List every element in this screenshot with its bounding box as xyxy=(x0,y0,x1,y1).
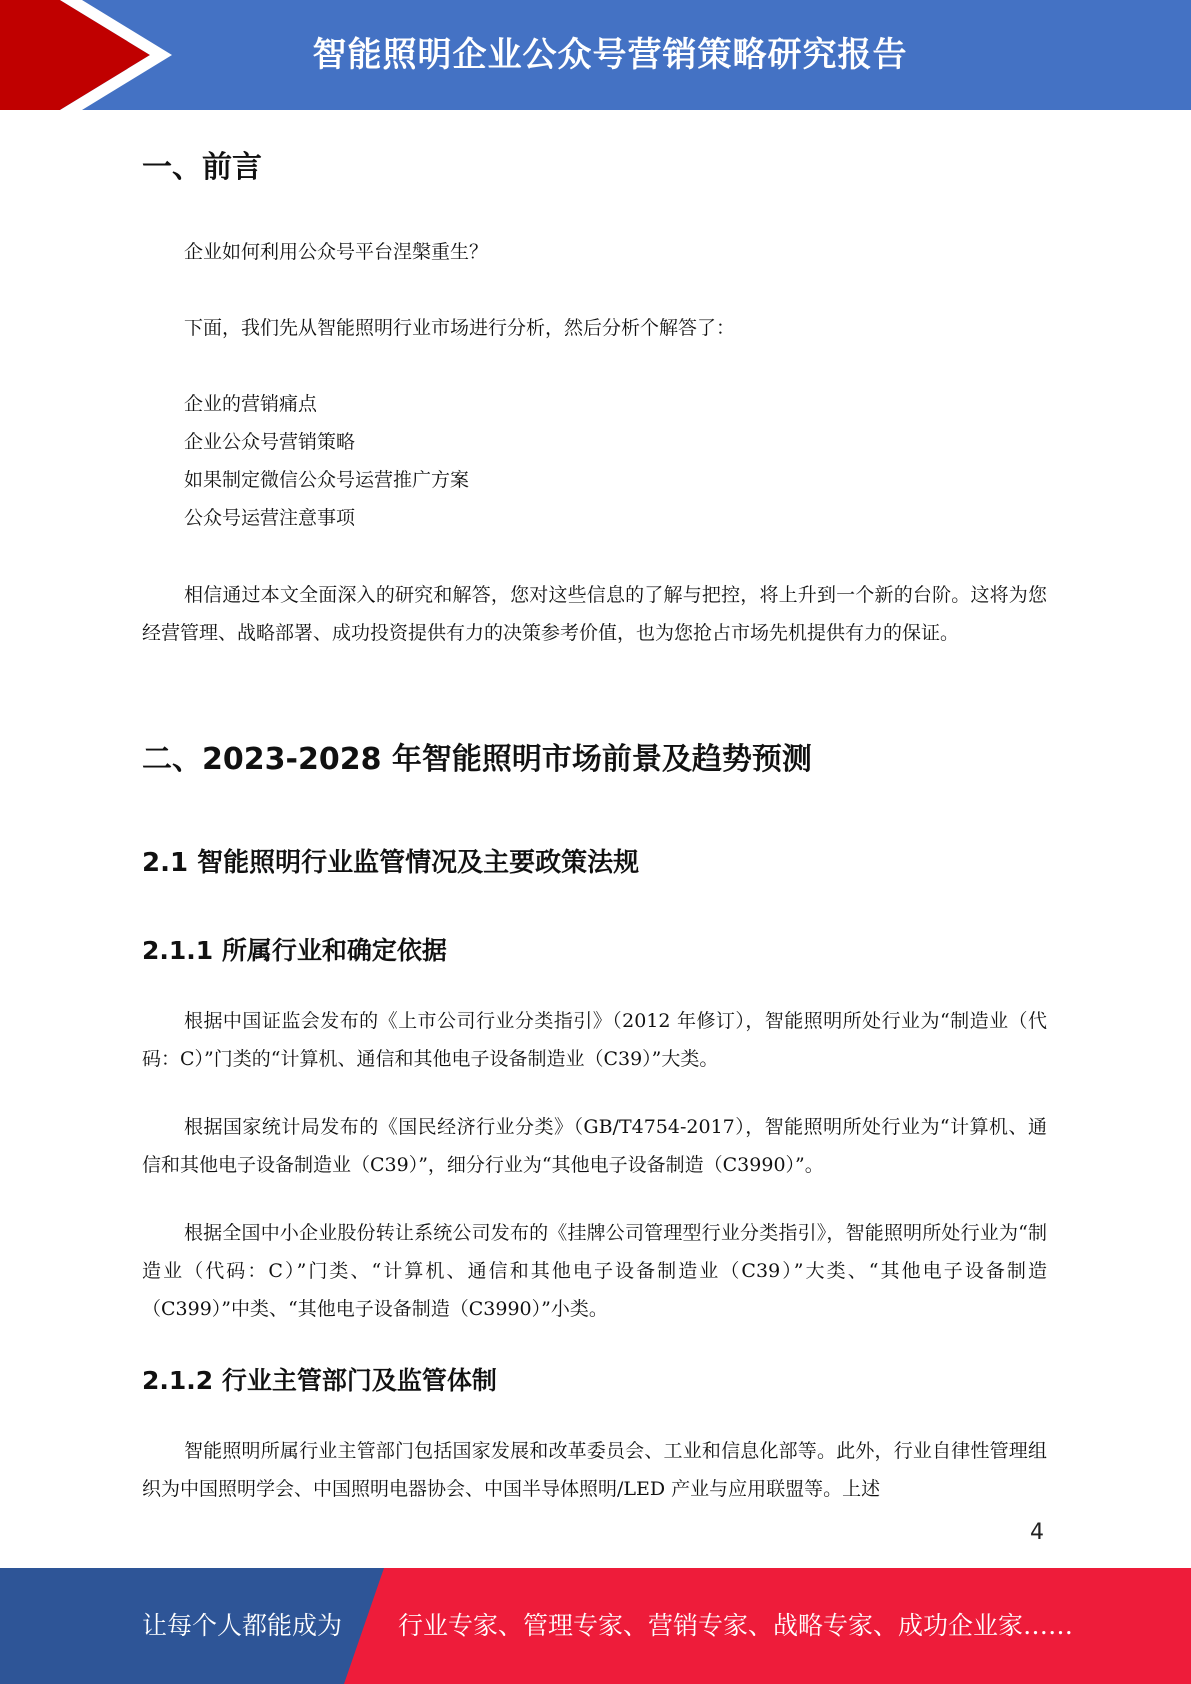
classification-paragraph-3: 根据全国中小企业股份转让系统公司发布的《挂牌公司管理型行业分类指引》，智能照明所处行业为“制造业（代码：C）”门类、“计算机、通信和其他电子设备制造业（C39）”大类、“其他电子设备制造（C399）”中类、“其他电子设备制造（C3990）”小类。 xyxy=(142,1222,1047,1320)
conclusion-paragraph: 相信通过本文全面深入的研究和解答，您对这些信息的了解与把控，将上升到一个新的台阶。这将为您经营管理、战略部署、成功投资提供有力的决策参考价值，也为您抢占市场先机提供有力的保证。 xyxy=(142,584,1047,644)
subsection-2-1-heading: 2.1 智能照明行业监管情况及主要政策法规 xyxy=(142,848,640,878)
regulator-paragraph: 智能照明所属行业主管部门包括国家发展和改革委员会、工业和信息化部等。此外，行业自律性管理组织为中国照明学会、中国照明电器协会、中国半导体照明/LED 产业与应用联盟等。上述 xyxy=(142,1440,1047,1500)
header-red-arrow xyxy=(0,0,150,110)
classification-paragraph-1: 根据中国证监会发布的《上市公司行业分类指引》（2012 年修订），智能照明所处行业为“制造业（代码：C）”门类的“计算机、通信和其他电子设备制造业（C39）”大类。 xyxy=(142,1010,1047,1070)
list-item: 企业的营销痛点 xyxy=(184,393,318,415)
section-1-heading: 一、前言 xyxy=(142,150,262,185)
list-item: 如果制定微信公众号运营推广方案 xyxy=(184,469,470,491)
question-paragraph: 企业如何利用公众号平台涅槃重生？ xyxy=(184,241,489,263)
footer-slogan-right: 行业专家、管理专家、营销专家、战略专家、成功企业家…… xyxy=(398,1611,1074,1640)
document-title: 智能照明企业公众号营销策略研究报告 xyxy=(312,35,908,75)
section-2-heading: 二、2023-2028 年智能照明市场前景及趋势预测 xyxy=(142,742,812,777)
list-item: 企业公众号营销策略 xyxy=(184,431,356,453)
footer-band xyxy=(0,1568,1191,1684)
footer-slogan-left: 让每个人都能成为 xyxy=(142,1611,343,1640)
page-number: 4 xyxy=(1030,1520,1044,1545)
subsection-2-1-2-heading: 2.1.2 行业主管部门及监管体制 xyxy=(142,1366,497,1395)
intro-paragraph: 下面，我们先从智能照明行业市场进行分析，然后分析个解答了： xyxy=(184,317,736,339)
subsection-2-1-1-heading: 2.1.1 所属行业和确定依据 xyxy=(142,936,447,965)
list-item: 公众号运营注意事项 xyxy=(184,507,356,529)
header-band xyxy=(0,0,1191,110)
classification-paragraph-2: 根据国家统计局发布的《国民经济行业分类》（GB/T4754-2017），智能照明所处行业为“计算机、通信和其他电子设备制造业（C39）”，细分行业为“其他电子设备制造（C3990）”。 xyxy=(142,1116,1047,1176)
